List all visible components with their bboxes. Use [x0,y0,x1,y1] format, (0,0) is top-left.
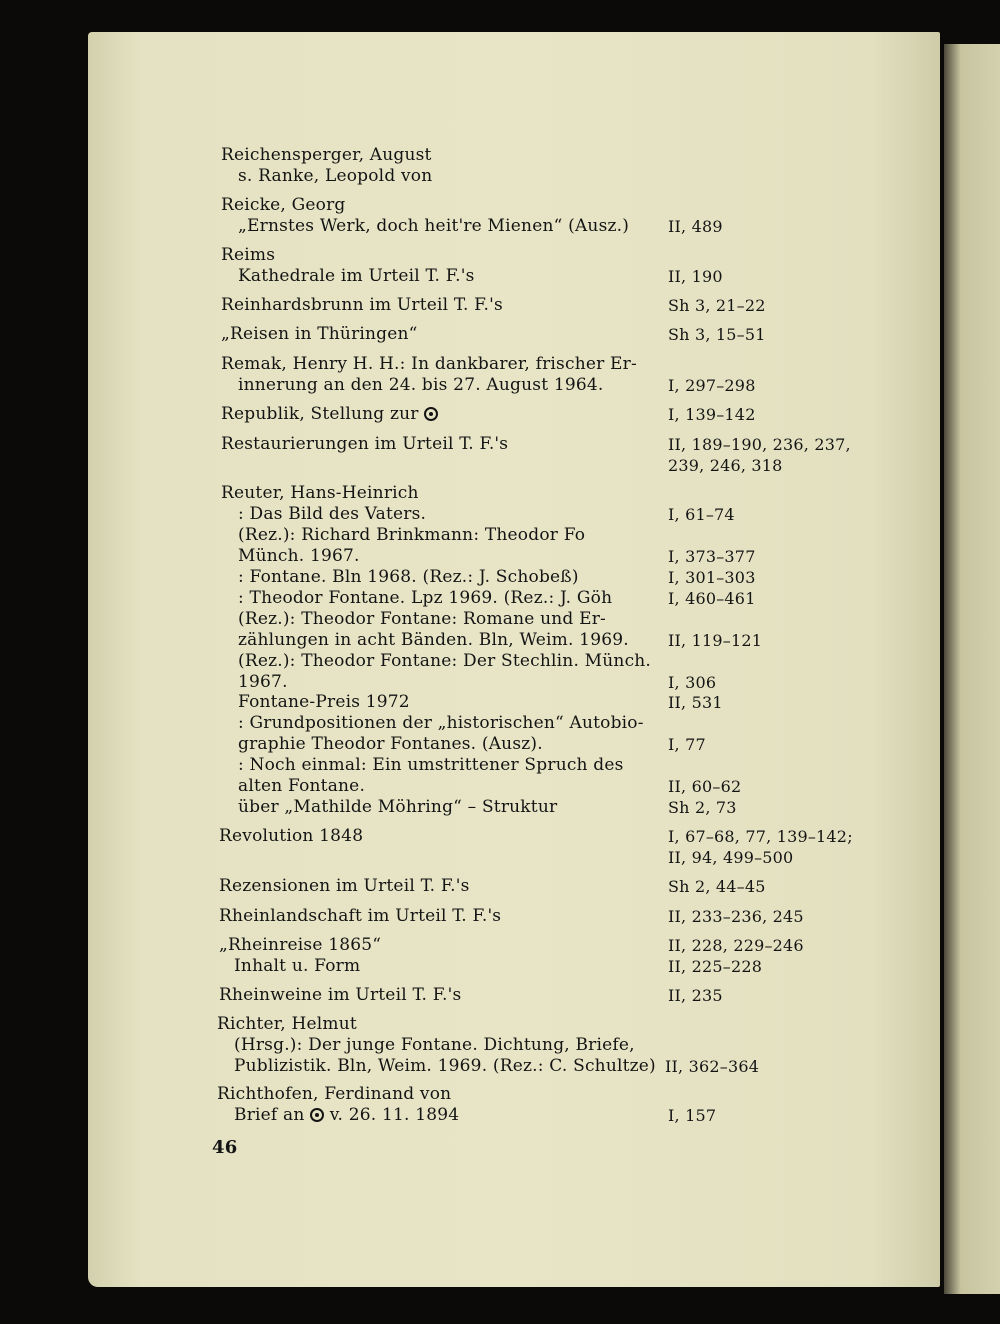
page-reference: II, 190 [668,267,723,286]
page-reference: II, 94, 499–500 [668,848,794,867]
index-subline: innerung an den 24. bis 27. August 1964. [238,375,604,395]
page-reference: I, 61–74 [668,505,735,524]
index-subline: Inhalt u. Form [234,956,361,976]
index-heading: Rheinweine im Urteil T. F.'s [219,985,462,1005]
index-subline: (Rez.): Theodor Fontane: Der Stechlin. Münch. [238,651,652,671]
index-subline: : Fontane. Bln 1968. (Rez.: J. Schobeß) [238,567,579,587]
page-reference: II, 362–364 [665,1057,760,1076]
index-subline: graphie Theodor Fontanes. (Ausz). [238,734,543,754]
index-heading: Richthofen, Ferdinand von [217,1084,452,1104]
page-reference: 239, 246, 318 [668,456,783,475]
index-subline: : Das Bild des Vaters. [238,504,427,524]
index-subline: „Ernstes Werk, doch heit're Mienen“ (Ausz.) [238,216,630,236]
index-heading: Restaurierungen im Urteil T. F.'s [221,434,509,454]
index-subline: Münch. 1967. [238,546,360,566]
index-heading: Reicke, Georg [221,195,346,215]
index-heading: Revolution 1848 [219,826,364,846]
page-reference: Sh 3, 21–22 [668,296,766,315]
index-subline: Fontane-Preis 1972 [238,692,410,712]
index-heading: Remak, Henry H. H.: In dankbarer, frischer Er- [221,354,637,374]
page-reference: II, 119–121 [668,631,763,650]
page-reference: Sh 2, 73 [668,798,737,817]
page-reference: I, 77 [668,735,706,754]
index-subline [234,1105,459,1125]
index-heading: Rheinlandschaft im Urteil T. F.'s [219,906,502,926]
page-reference: I, 301–303 [668,568,756,587]
page-reference: I, 460–461 [668,589,756,608]
index-heading: Reuter, Hans-Heinrich [221,483,419,503]
page-reference: I, 297–298 [668,376,756,395]
index-subline: : Noch einmal: Ein umstrittener Spruch des [238,755,624,775]
page-reference: I, 67–68, 77, 139–142; [668,827,853,846]
page-reference: I, 373–377 [668,547,756,566]
page-reference: II, 489 [668,217,723,236]
page-reference: II, 531 [668,693,723,712]
index-heading: Reims [221,245,276,265]
index-subline: : Theodor Fontane. Lpz 1969. (Rez.: J. Göh [238,588,613,608]
index-subline: Publizistik. Bln, Weim. 1969. (Rez.: C. Schultze) [234,1056,656,1076]
index-subline: alten Fontane. [238,776,366,796]
page-reference: Sh 2, 44–45 [668,877,766,896]
index-heading: Rezensionen im Urteil T. F.'s [219,876,470,896]
page-reference: I, 157 [668,1106,717,1125]
page-reference: II, 189–190, 236, 237, [668,435,851,454]
index-subline-text: v. 26. 11. 1894 [329,1105,460,1125]
index-heading-text: Republik, Stellung zur [221,404,419,424]
page-number: 46 [212,1137,238,1158]
page-reference: I, 139–142 [668,405,756,424]
index-heading: Reinhardsbrunn im Urteil T. F.'s [221,295,503,315]
page-reference: II, 228, 229–246 [668,936,804,955]
page-reference: II, 60–62 [668,777,742,796]
page-reference: I, 306 [668,673,717,692]
index-heading: „Reisen in Thüringen“ [221,324,418,344]
index-subline: zählungen in acht Bänden. Bln, Weim. 1969. [238,630,629,650]
fontane-symbol-icon [424,407,438,421]
index-heading: Reichensperger, August [221,145,432,165]
index-heading: Richter, Helmut [217,1014,357,1034]
index-subline: (Rez.): Richard Brinkmann: Theodor Fo [238,525,586,545]
fontane-symbol-icon [310,1108,324,1122]
page-reference: Sh 3, 15–51 [668,325,766,344]
index-subline: über „Mathilde Möhring“ – Struktur [238,797,558,817]
index-subline: Kathedrale im Urteil T. F.'s [238,266,475,286]
index-subline: s. Ranke, Leopold von [238,166,433,186]
index-heading [221,404,438,424]
index-subline: (Rez.): Theodor Fontane: Romane und Er- [238,609,606,629]
page-reference: II, 233–236, 245 [668,907,804,926]
index-subline: : Grundpositionen der „historischen“ Autobio- [238,713,644,733]
index-subline: 1967. [238,672,288,692]
page-reference: II, 235 [668,986,723,1005]
index-heading: „Rheinreise 1865“ [219,935,382,955]
index-subline-text: Brief an [234,1105,305,1125]
page-reference: II, 225–228 [668,957,763,976]
index-subline: (Hrsg.): Der junge Fontane. Dichtung, Briefe, [234,1035,635,1055]
